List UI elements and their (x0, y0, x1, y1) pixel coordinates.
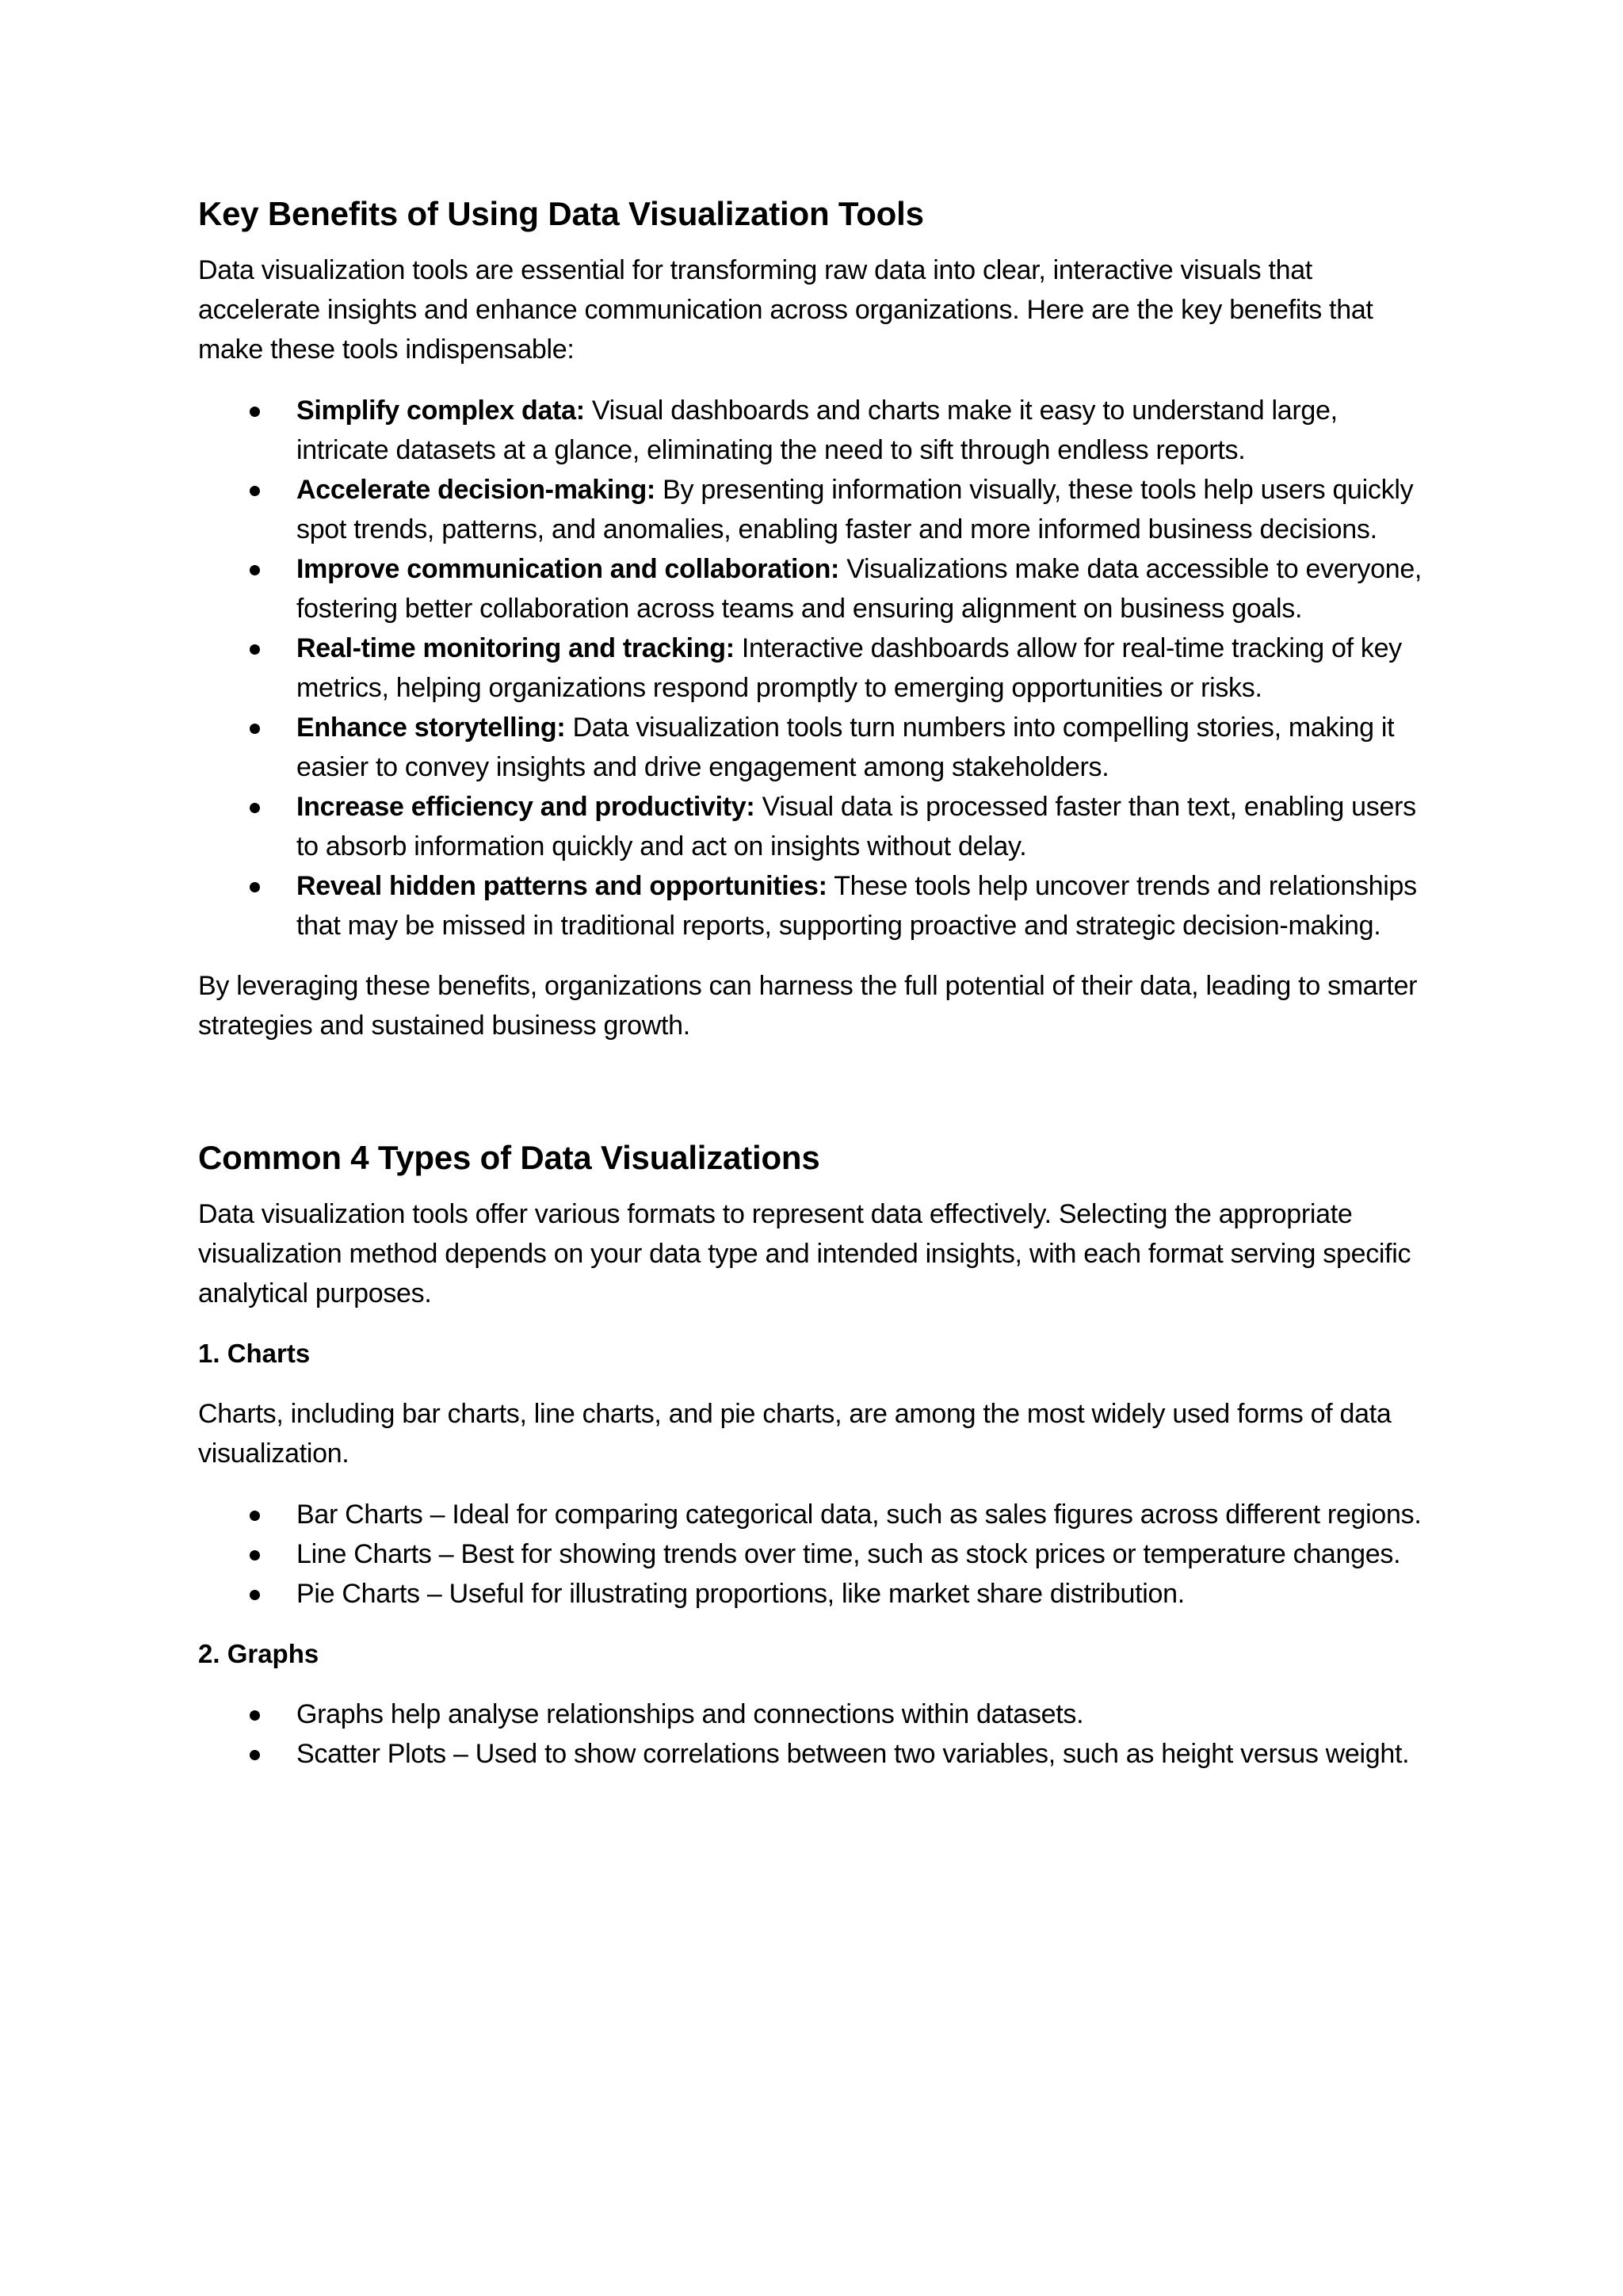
bullet-icon (250, 1750, 260, 1760)
graph-type-text: Graphs help analyse relationships and connections within datasets. (296, 1699, 1084, 1729)
document-page (198, 190, 1434, 1774)
list-item (198, 1574, 1434, 1614)
benefit-title: Real-time monitoring and tracking: (296, 633, 735, 663)
section-heading-benefits: Key Benefits of Using Data Visualization Tools (198, 195, 924, 232)
list-item (198, 549, 1434, 628)
list-item (198, 628, 1434, 708)
benefit-text: Data visualization tools turn numbers into compelling stories, making it easier to convey insights and drive engagement among stakeholders. (296, 712, 1395, 782)
graph-type-text: Scatter Plots – Used to show correlations between two variables, such as height versus weight. (296, 1739, 1410, 1769)
list-item (198, 391, 1434, 470)
bullet-icon (250, 1511, 260, 1521)
chart-type-text: Bar Charts – Ideal for comparing categorical data, such as sales figures across different regions. (296, 1499, 1422, 1530)
benefit-title: Improve communication and collaboration: (296, 554, 840, 584)
list-item (198, 470, 1434, 549)
subheading-graphs: 2. Graphs (198, 1639, 319, 1668)
list-item (198, 866, 1434, 946)
bullet-icon (250, 486, 260, 496)
benefits-intro-paragraph: Data visualization tools are essential for transforming raw data into clear, interactive visuals that accelerate insights and enhance communication across organizations. Here are the key benefits that make these tools indispensable: (198, 255, 1373, 365)
bullet-icon (250, 407, 260, 417)
benefit-text: Visual dashboards and charts make it easy to understand large, intricate datasets at a glance, eliminating the need to sift through endless reports. (296, 395, 1338, 465)
list-item (198, 708, 1434, 787)
benefit-title: Simplify complex data: (296, 395, 585, 426)
bullet-icon (250, 1710, 260, 1721)
section-heading-types: Common 4 Types of Data Visualizations (198, 1139, 820, 1176)
list-item (198, 787, 1434, 866)
types-intro-paragraph: Data visualization tools offer various formats to represent data effectively. Selecting the appropriate visualization method depends on your data type and intended insights, with each format serving specific analytical purposes. (198, 1199, 1411, 1308)
bullet-icon (250, 803, 260, 813)
benefits-list (198, 391, 1434, 946)
benefit-title: Increase efficiency and productivity: (296, 792, 755, 822)
benefit-title: Accelerate decision-making: (296, 475, 655, 505)
chart-type-text: Line Charts – Best for showing trends over time, such as stock prices or temperature changes. (296, 1539, 1401, 1569)
benefit-text: By presenting information visually, these tools help users quickly spot trends, patterns, and anomalies, enabling faster and more informed business decisions. (296, 475, 1414, 544)
charts-list (198, 1495, 1434, 1614)
benefits-conclusion-paragraph: By leveraging these benefits, organizations can harness the full potential of their data, leading to smarter strategies and sustained business growth. (198, 971, 1418, 1041)
subheading-charts: 1. Charts (198, 1339, 311, 1368)
bullet-icon (250, 724, 260, 734)
bullet-icon (250, 882, 260, 892)
benefit-text: Visualizations make data accessible to everyone, fostering better collaboration across teams and ensuring alignment on business goals. (296, 554, 1423, 624)
list-item (198, 1734, 1434, 1774)
benefit-text: Interactive dashboards allow for real-time tracking of key metrics, helping organizations respond promptly to emerging opportunities or risks. (296, 633, 1402, 703)
bullet-icon (250, 644, 260, 655)
list-item (198, 1495, 1434, 1534)
bullet-icon (250, 1590, 260, 1600)
benefit-text: These tools help uncover trends and relationships that may be missed in traditional reports, supporting proactive and strategic decision-making. (296, 871, 1417, 941)
benefit-title: Enhance storytelling: (296, 712, 566, 743)
charts-intro-paragraph: Charts, including bar charts, line charts, and pie charts, are among the most widely used forms of data visualization. (198, 1399, 1392, 1469)
list-item (198, 1534, 1434, 1574)
bullet-icon (250, 565, 260, 575)
bullet-icon (250, 1550, 260, 1561)
benefit-text: Visual data is processed faster than text, enabling users to absorb information quickly and act on insights without delay. (296, 792, 1416, 861)
graphs-list (198, 1694, 1434, 1774)
chart-type-text: Pie Charts – Useful for illustrating proportions, like market share distribution. (296, 1579, 1185, 1609)
list-item (198, 1694, 1434, 1734)
benefit-title: Reveal hidden patterns and opportunities: (296, 871, 827, 901)
